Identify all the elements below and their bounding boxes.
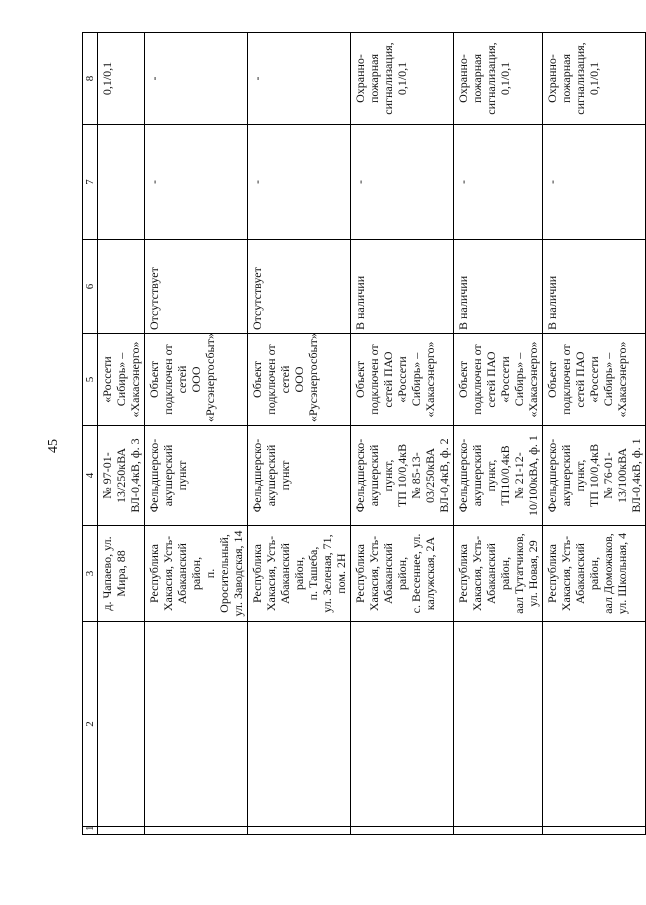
cell-availability: В наличии	[543, 240, 646, 334]
cell-power-source: Объект подключен от сетей ООО «Русэнергосбыт»	[145, 334, 248, 426]
table-row	[248, 33, 351, 835]
cell-availability: В наличии	[351, 240, 454, 334]
table-row	[454, 33, 543, 835]
table-row	[543, 33, 646, 835]
cell-col1	[351, 827, 454, 835]
cell-power-source: Объект подключен от сетей ПАО «Россети Сибирь» – «Хакасэнерго»	[351, 334, 454, 426]
cell-col2	[351, 622, 454, 827]
cell-power-source: «Россети Сибирь» – «Хакасэнерго»	[98, 334, 145, 426]
cell-availability: Отсутствует	[248, 240, 351, 334]
table-row	[145, 33, 248, 835]
cell-address: Республика Хакасия, Усть- Абаканский район, с. Весеннее, ул. калужская, 2А	[351, 526, 454, 622]
page-number: 45	[46, 439, 61, 453]
cell-col8: Охранно- пожарная сигнализация, 0,1/0,1	[351, 33, 454, 125]
column-header: 8	[83, 33, 98, 125]
cell-col2	[248, 622, 351, 827]
cell-col2	[454, 622, 543, 827]
column-header: 7	[83, 125, 98, 240]
cell-address: Республика Хакасия, Усть- Абаканский район, п. Оросительный, ул. Заводская, 14	[145, 526, 248, 622]
cell-col2	[543, 622, 646, 827]
cell-col8: 0,1/0,1	[98, 33, 145, 125]
cell-address: Республика Хакасия, Усть- Абаканский район, аал Доможаков, ул. Школьная, 4	[543, 526, 646, 622]
cell-col1	[454, 827, 543, 835]
cell-col7: -	[454, 125, 543, 240]
cell-col8: -	[248, 33, 351, 125]
cell-col1	[145, 827, 248, 835]
column-header: 5	[83, 334, 98, 426]
cell-power-source: Объект подключен от сетей ПАО «Россети Сибирь» – «Хакасэнерго»	[543, 334, 646, 426]
cell-availability	[98, 240, 145, 334]
cell-col7: -	[145, 125, 248, 240]
cell-col7: -	[351, 125, 454, 240]
cell-address: Республика Хакасия, Усть- Абаканский район, аал Тутатчиков, ул. Новая, 29	[454, 526, 543, 622]
cell-facility: Фельдшерско- акушерский пункт	[248, 426, 351, 526]
cell-col2	[145, 622, 248, 827]
cell-col2	[98, 622, 145, 827]
cell-col8: Охранно- пожарная сигнализация, 0,1/0,1	[454, 33, 543, 125]
cell-address: Республика Хакасия, Усть- Абаканский район, п. Ташеба, ул. Зеленая, 71, пом. 2Н	[248, 526, 351, 622]
rotated-table-container	[82, 33, 643, 835]
cell-power-source: Объект подключен от сетей ООО «Русэнергосбыт»	[248, 334, 351, 426]
column-header: 1	[83, 827, 98, 835]
table-row	[98, 33, 145, 835]
column-header: 2	[83, 622, 98, 827]
facilities-table	[82, 32, 646, 835]
column-header: 6	[83, 240, 98, 334]
cell-col1	[543, 827, 646, 835]
cell-power-source: Объект подключен от сетей ПАО «Россети Сибирь» – «Хакасэнерго»	[454, 334, 543, 426]
cell-availability: Отсутствует	[145, 240, 248, 334]
cell-col1	[248, 827, 351, 835]
cell-facility: № 97-01-13/250кВА ВЛ-0,4кВ, ф. 3	[98, 426, 145, 526]
cell-col1	[98, 827, 145, 835]
cell-col7: -	[543, 125, 646, 240]
cell-col7: -	[248, 125, 351, 240]
cell-col7	[98, 125, 145, 240]
cell-col8: -	[145, 33, 248, 125]
cell-col8: Охранно- пожарная сигнализация, 0,1/0,1	[543, 33, 646, 125]
column-header: 4	[83, 426, 98, 526]
table-row	[351, 33, 454, 835]
cell-availability: В наличии	[454, 240, 543, 334]
cell-facility: Фельдшерско- акушерский пункт, ТП10/0,4кВ № 21-12- 10/100кВА, ф. 1	[454, 426, 543, 526]
cell-facility: Фельдшерско- акушерский пункт, ТП 10/0,4кВ № 76-01-13/100кВА ВЛ-0,4кВ, ф. 1	[543, 426, 646, 526]
cell-facility: Фельдшерско- акушерский пункт, ТП 10/0,4кВ № 85-13-03/250кВА ВЛ-0,4кВ, ф. 2	[351, 426, 454, 526]
table-rotation-frame	[82, 33, 643, 835]
cell-address: д. Чапаево, ул. Мира, 88	[98, 526, 145, 622]
column-number-row	[83, 33, 98, 835]
column-header: 3	[83, 526, 98, 622]
cell-facility: Фельдшерско- акушерский пункт	[145, 426, 248, 526]
